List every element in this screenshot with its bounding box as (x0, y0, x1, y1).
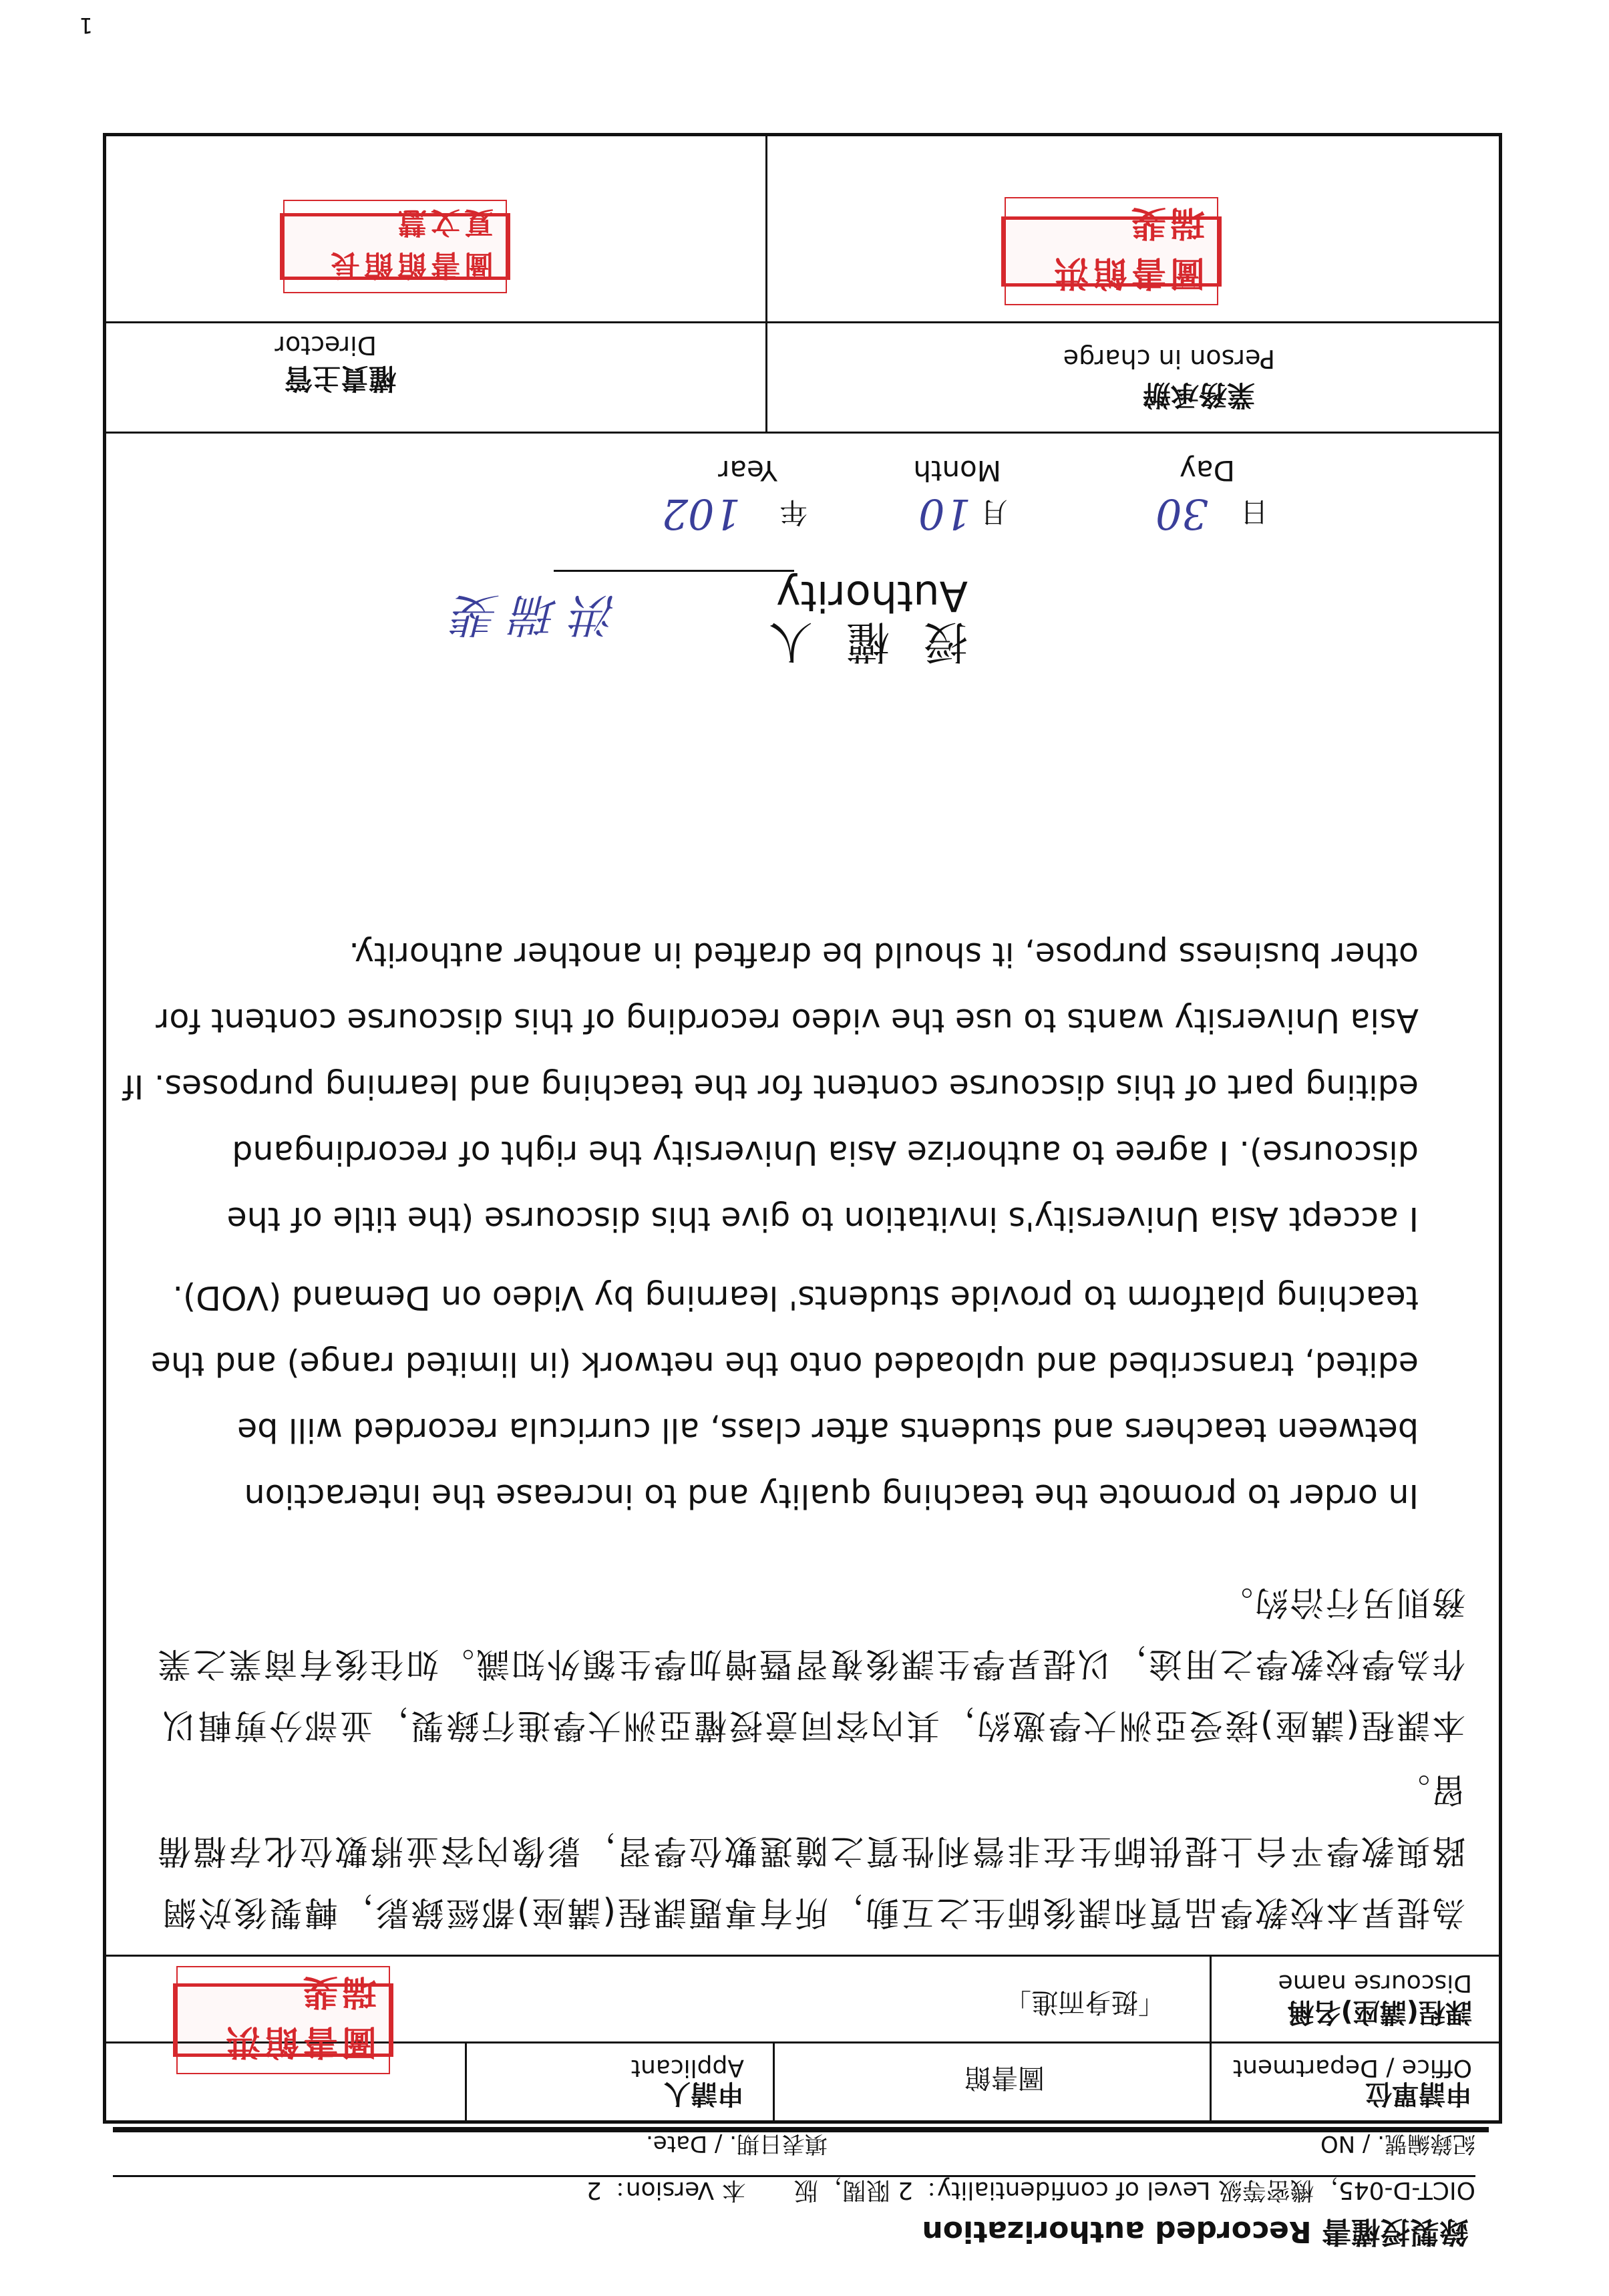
col-divider (1210, 2043, 1212, 2120)
handwritten-month: 10 (918, 490, 971, 538)
authority-signature: 洪瑞斐 (440, 588, 617, 641)
row-divider (106, 321, 1499, 323)
person-in-charge-label: 業務承辦 (1142, 379, 1255, 412)
applicant-stamp: 圖書館洪瑞斐 (173, 1983, 393, 2057)
applicant-label: 申請人 (664, 2078, 744, 2109)
office-label: 申請單位 (1365, 2078, 1472, 2109)
en-paragraph-1: In order to promote the teaching quality and to increase the interaction between teachers and students after class, all curricula recorded will be edited, transcribed and uploaded onto the network (in limited range) and the teaching platform to provide students' learning by Video on Demand (VOD). (150, 1279, 1419, 1515)
authority-label-en: Authority (776, 572, 968, 621)
col-divider (773, 2043, 775, 2120)
form-meta: OICT-D-045，機密等級 Level of confidentiality：2 限閱，版 本 Version：2 (586, 2176, 1475, 2204)
col-divider (1210, 1957, 1212, 2043)
col-divider (765, 133, 767, 434)
document-title: 錄製授權書 Recorded authorization (922, 2215, 1469, 2249)
page-number: 1 (79, 13, 93, 38)
applicant-label-en: Applicant (631, 2054, 744, 2082)
handwritten-day: 30 (1155, 490, 1208, 538)
authority-label: 授權人 (735, 616, 968, 667)
confidentiality-level: 機密等級 Level of confidentiality：2 限閱 (842, 2176, 1314, 2204)
discourse-value: 「挺身而進」 (1005, 1987, 1165, 2017)
handwritten-year: 102 (661, 490, 741, 538)
director-stamp: 圖書館館長夏文慧 (280, 213, 510, 280)
discourse-label-en: Discourse name (1278, 1969, 1472, 1997)
person-in-charge-label-en: Person in charge (1063, 344, 1275, 373)
director-label: 權責主管 (284, 362, 397, 395)
office-value: 圖書館 (964, 2062, 1045, 2093)
form-code: OICT-D-045 (1338, 2176, 1475, 2204)
reference-number-label: 紀錄編號. / NO (1320, 2130, 1475, 2157)
person-in-charge-stamp: 圖書館洪瑞斐 (1001, 216, 1222, 287)
zh-paragraph-2: 本課程(講座)接受亞洲大學邀約，其內容同意授權亞洲大學進行錄製，並部分剪輯以作為學校教學之用途，以提昇學生課後複習暨增加學生額外知識。如往後有商業之業務則另行洽約。 (156, 1583, 1465, 1745)
row-divider (106, 432, 1499, 434)
discourse-label: 課程(講座)名稱 (1287, 1997, 1472, 2027)
director-label-en: Director (275, 331, 377, 360)
day-en: Day (1180, 454, 1235, 487)
col-divider (465, 2043, 467, 2120)
authority-sign-line (554, 570, 794, 572)
authorization-form-table (103, 133, 1502, 2124)
meta-underline (113, 2175, 1475, 2177)
en-paragraph-2: I accept Asia University's invitation to give this discourse (the title of the discourse). I agree to authorize Asia University the right of recordingand editing part of this discourse content for the teaching and learning purposes. If Asia University wants to use the video recording of this discourse content for other business purpose, it should be drafted in another authority. (122, 935, 1419, 1238)
month-zh: 月 (979, 496, 1008, 528)
version-label: 版 本 Version：2 (586, 2176, 818, 2204)
zh-paragraph-1: 為提昇本校教學品質和課後師生之互動，所有專題課程(講座)都經錄影，轉製後於網路與教學平台上提供師生在非營利性質之隨選數位學習，影像內容並將數位化存檔備留。 (156, 1770, 1465, 1932)
header-rule (113, 2127, 1489, 2132)
fill-date-label: 填表日期. / Date. (646, 2130, 828, 2157)
row-divider (106, 1955, 1499, 1957)
year-en: Year (718, 454, 777, 487)
day-zh: 日 (1240, 496, 1268, 528)
year-zh: 年 (779, 496, 808, 528)
month-en: Month (913, 454, 1001, 487)
office-label-en: Office / Department (1233, 2054, 1472, 2082)
